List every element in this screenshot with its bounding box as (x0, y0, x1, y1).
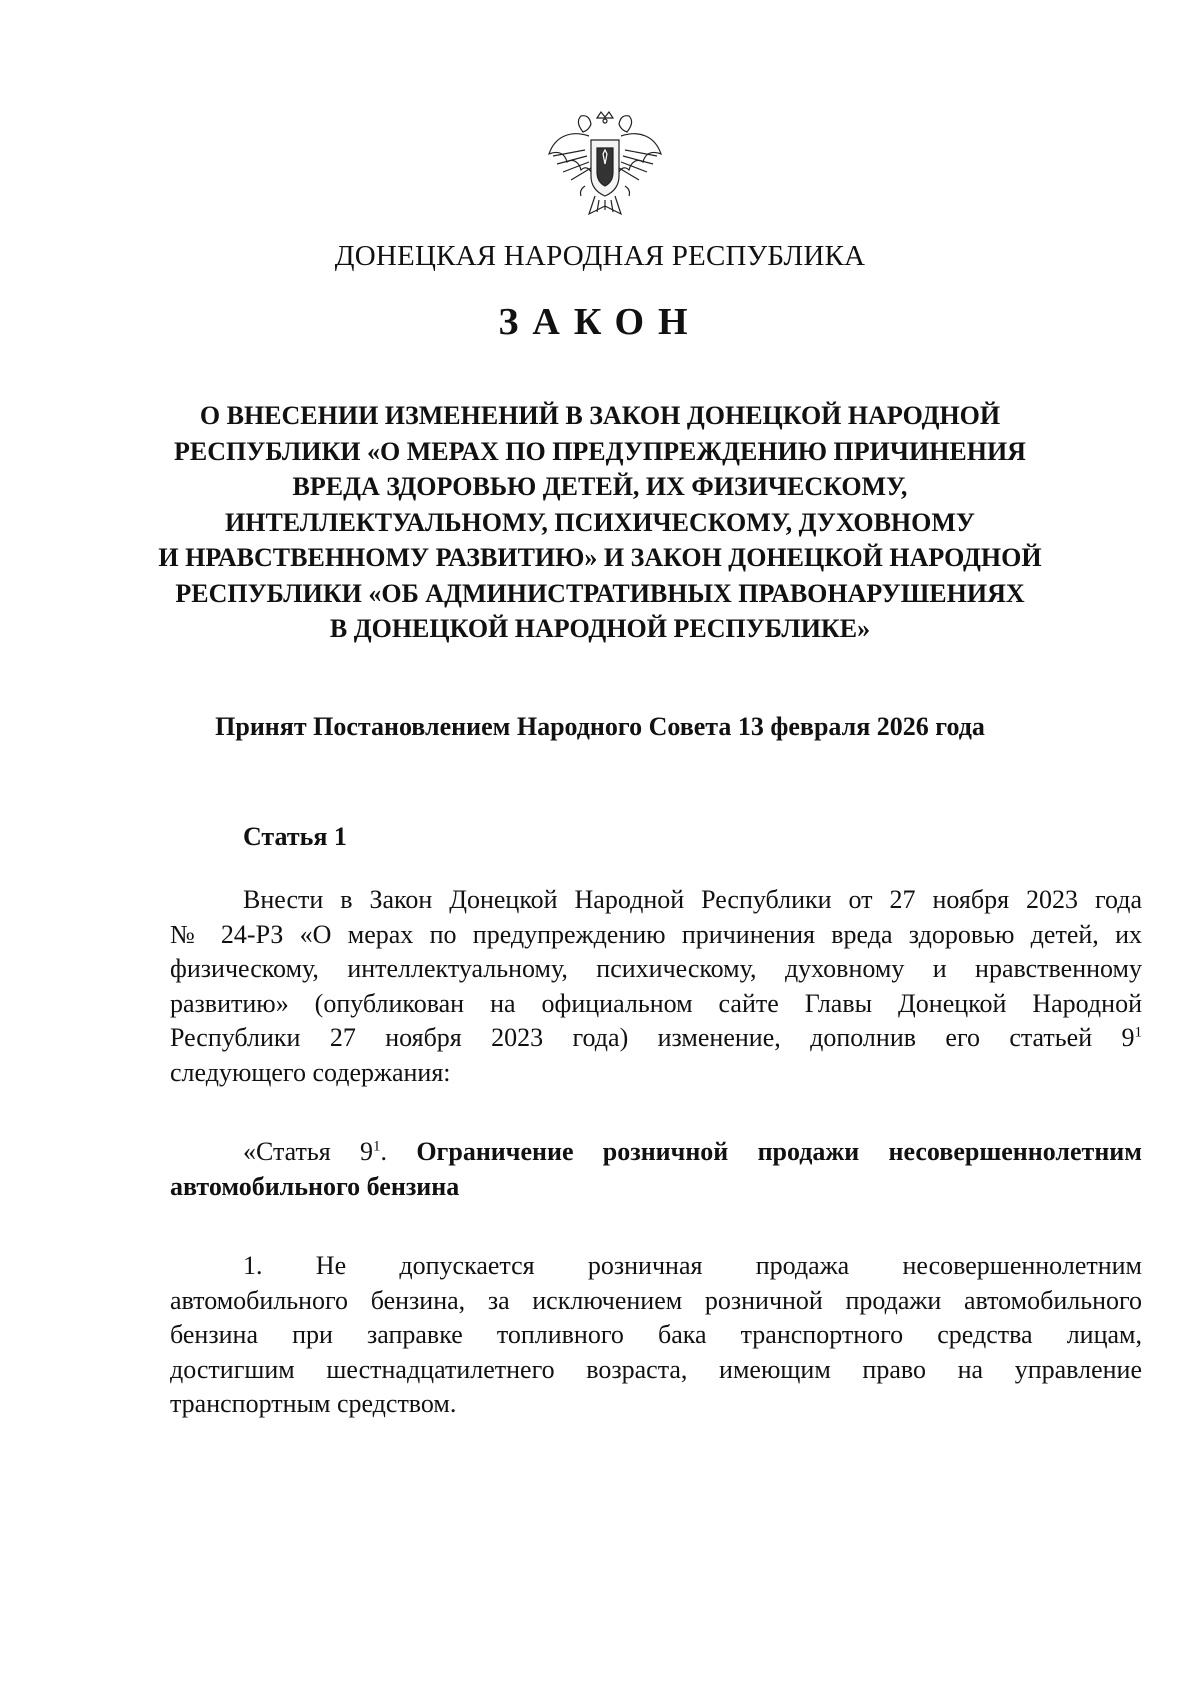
law-title (0, 398, 1200, 647)
heading-line: автомобильного бензина (170, 1171, 460, 1201)
document-type: ЗАКОН (498, 301, 702, 343)
paragraph-line (170, 1021, 1142, 1056)
paragraph-line: № 24-РЗ «О мерах по предупреждению причинения вреда здоровью детей, их (170, 919, 1142, 949)
paragraph-line: следующего содержания: (170, 1057, 451, 1087)
paragraph-line: автомобильного бензина, за исключением розничной продажи автомобильного (170, 1285, 1142, 1315)
superscript: 1 (1134, 1024, 1142, 1041)
paragraph-line: транспортным средством. (170, 1389, 457, 1418)
dpr-coat-of-arms-icon (545, 110, 665, 220)
title-line: РЕСПУБЛИКИ «ОБ АДМИНИСТРАТИВНЫХ ПРАВОНАРУШЕНИЯХ (175, 578, 1025, 608)
title-line: О ВНЕСЕНИИ ИЗМЕНЕНИЙ В ЗАКОН ДОНЕЦКОЙ НАРОДНОЙ (199, 401, 1001, 430)
article-heading: Статья 1 (243, 822, 347, 851)
article-dot: . (380, 1137, 388, 1166)
adoption-note: Принят Постановлением Народного Совета 13 февраля 2026 года (215, 712, 985, 741)
paragraph-line-text: Республики 27 ноября 2023 года) изменение, дополнив его статьей 9 (170, 1023, 1135, 1052)
paragraph-line: 1. Не допускается розничная продажа несовершеннолетним (243, 1251, 1142, 1280)
title-line: В ДОНЕЦКОЙ НАРОДНОЙ РЕСПУБЛИКЕ» (329, 614, 871, 643)
title-line: И НРАВСТВЕННОМУ РАЗВИТИЮ» И ЗАКОН ДОНЕЦКОЙ НАРОДНОЙ (158, 543, 1042, 572)
paragraph-line: физическому, интеллектуальному, психическому, духовному и нравственному (170, 954, 1142, 983)
paragraph-line: Внести в Закон Донецкой Народной Республики от 27 ноября 2023 года (243, 885, 1142, 914)
paragraph-line: развитию» (опубликован на официальном сайте Главы Донецкой Народной (170, 988, 1142, 1018)
title-line: РЕСПУБЛИКИ «О МЕРАХ ПО ПРЕДУПРЕЖДЕНИЮ ПРИЧИНЕНИЯ (174, 436, 1026, 466)
title-line: ИНТЕЛЛЕКТУАЛЬНОМУ, ПСИХИЧЕСКОМУ, ДУХОВНОМУ (225, 507, 975, 537)
superscript: 1 (373, 1138, 381, 1155)
paragraph-line: бензина при заправке топливного бака транспортного средства лицам, (170, 1320, 1142, 1349)
heading-line (170, 1135, 1142, 1170)
article-title: Ограничение розничной продажи несовершеннолетним (416, 1137, 1142, 1166)
article-prefix: «Статья 9 (243, 1137, 374, 1166)
republic-name: ДОНЕЦКАЯ НАРОДНАЯ РЕСПУБЛИКА (334, 240, 866, 272)
title-line: ВРЕДА ЗДОРОВЬЮ ДЕТЕЙ, ИХ ФИЗИЧЕСКОМУ, (292, 472, 908, 501)
article-9-1-heading (170, 1135, 1142, 1204)
paragraph-line: достигшим шестнадцатилетнего возраста, имеющим право на управление (170, 1354, 1142, 1384)
clause-1-paragraph (170, 1249, 1142, 1422)
article-1-paragraph (170, 883, 1142, 1090)
